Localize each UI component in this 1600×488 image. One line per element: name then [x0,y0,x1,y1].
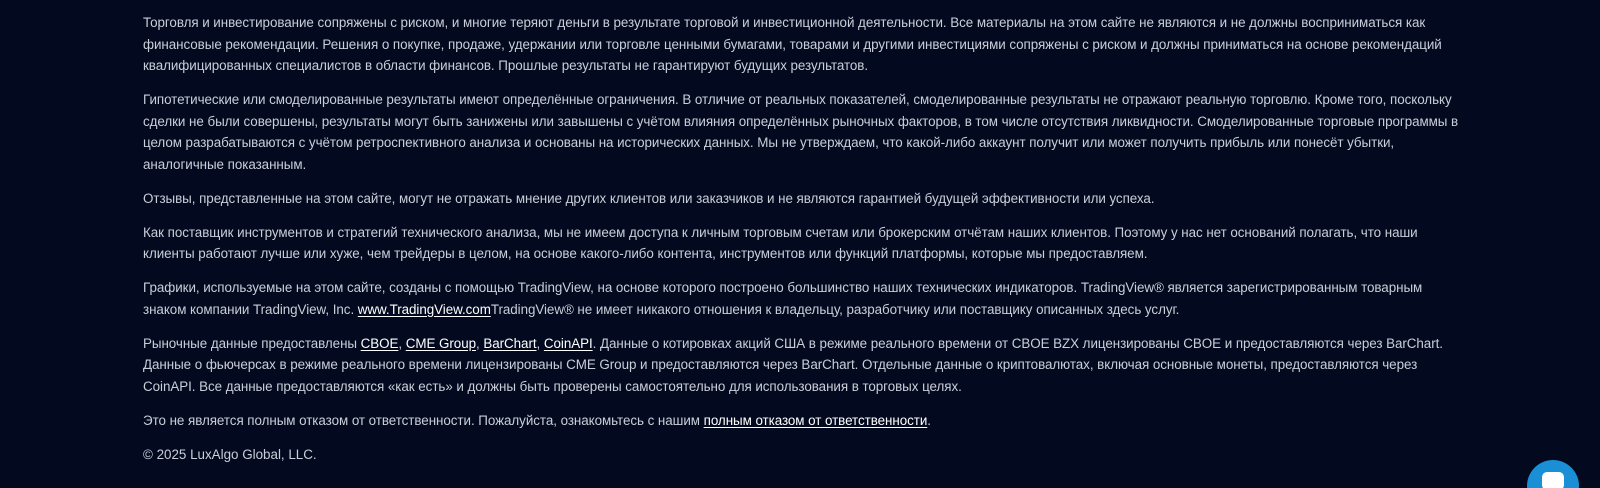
cme-group-link[interactable]: CME Group [405,335,476,351]
market-data-text-before: Рыночные данные предоставлены [143,335,361,351]
testimonials-paragraph: Отзывы, представленные на этом сайте, могут не отражать мнение других клиентов или заказчиков и не являются гарантией будущей эффективности или успеха. [143,190,1155,206]
market-data-text-after: . Данные о котировках акций США в режиме реального времени от CBOE BZX лицензированы CBOE и предоставляются через BarChart. Данные о фьючерсах в режиме реального времени лицензированы CME Group и предоставляются через BarChart. Отдельные данные о криптовалютах, включая основные монеты, предоставляются через CoinAPI. Все данные предоставляются «как есть» и должны быть проверены самостоятельно для использования в торговых целях. [143,335,1443,394]
footer-disclaimer [143,12,1463,465]
separator: , [536,335,544,351]
tools-provider-paragraph: Как поставщик инструментов и стратегий технического анализа, мы не имеем доступа к личным торговым счетам или брокерским отчётам наших клиентов. Поэтому у нас нет оснований полагать, что наши клиенты работают лучше или хуже, чем трейдеры в целом, на основе какого-либо контента, инструментов или функций платформы, которые мы предоставляем. [143,224,1418,261]
tradingview-link[interactable]: www.TradingView.com [357,301,491,317]
copyright: © 2025 LuxAlgo Global, LLC. [143,446,317,462]
hypothetical-results-paragraph: Гипотетические или смоделированные результаты имеют определённые ограничения. В отличие от реальных показателей, смоделированные результаты не отражают реальную торговлю. Кроме того, поскольку сделки не были совершены, результаты могут быть занижены или завышены с учётом влияния определённых рыночных факторов, в том числе отсутствия ликвидности. Смоделированные торговые программы в целом разрабатываются с учётом ретроспективного анализа и основаны на исторических данных. Мы не утверждаем, что какой-либо аккаунт получит или может получить прибыль или понесёт убытки, аналогичные показанным. [143,92,1459,172]
tradingview-text-before: Графики, используемые на этом сайте, созданы с помощью TradingView, на основе которого построено большинство наших технических индикаторов. TradingView® является зарегистрированным товарным знаком компании TradingView, Inc. [143,280,1423,317]
tradingview-paragraph [143,277,1463,320]
full-disclaimer-paragraph [143,410,1463,432]
tradingview-text-after: TradingView® не имеет никакого отношения к владельцу, разработчику или поставщику описанных здесь услуг. [490,301,1180,317]
separator: , [398,335,406,351]
risk-disclaimer-paragraph: Торговля и инвестирование сопряжены с риском, и многие теряют деньги в результате торговой и инвестиционной деятельности. Все материалы на этом сайте не являются и не должны восприниматься как финансовые рекомендации. Решения о покупке, продаже, удержании или торговле ценными бумагами, товарами и другими инвестициями сопряжены с риском и должны приниматься на основе рекомендаций квалифицированных специалистов в области финансов. Прошлые результаты не гарантируют будущих результатов. [143,15,1442,73]
separator: , [476,335,484,351]
barchart-link[interactable]: BarChart [483,335,537,351]
chat-launcher-button[interactable] [1527,460,1579,488]
full-disclaimer-text-after: . [927,412,931,428]
chat-icon [1542,472,1564,488]
cboe-link[interactable]: CBOE [360,335,399,351]
coinapi-link[interactable]: CoinAPI [543,335,593,351]
market-data-paragraph [143,333,1463,398]
full-disclaimer-text-before: Это не является полным отказом от ответственности. Пожалуйста, ознакомьтесь с нашим [143,412,704,428]
full-disclaimer-link[interactable]: полным отказом от ответственности [703,412,928,428]
